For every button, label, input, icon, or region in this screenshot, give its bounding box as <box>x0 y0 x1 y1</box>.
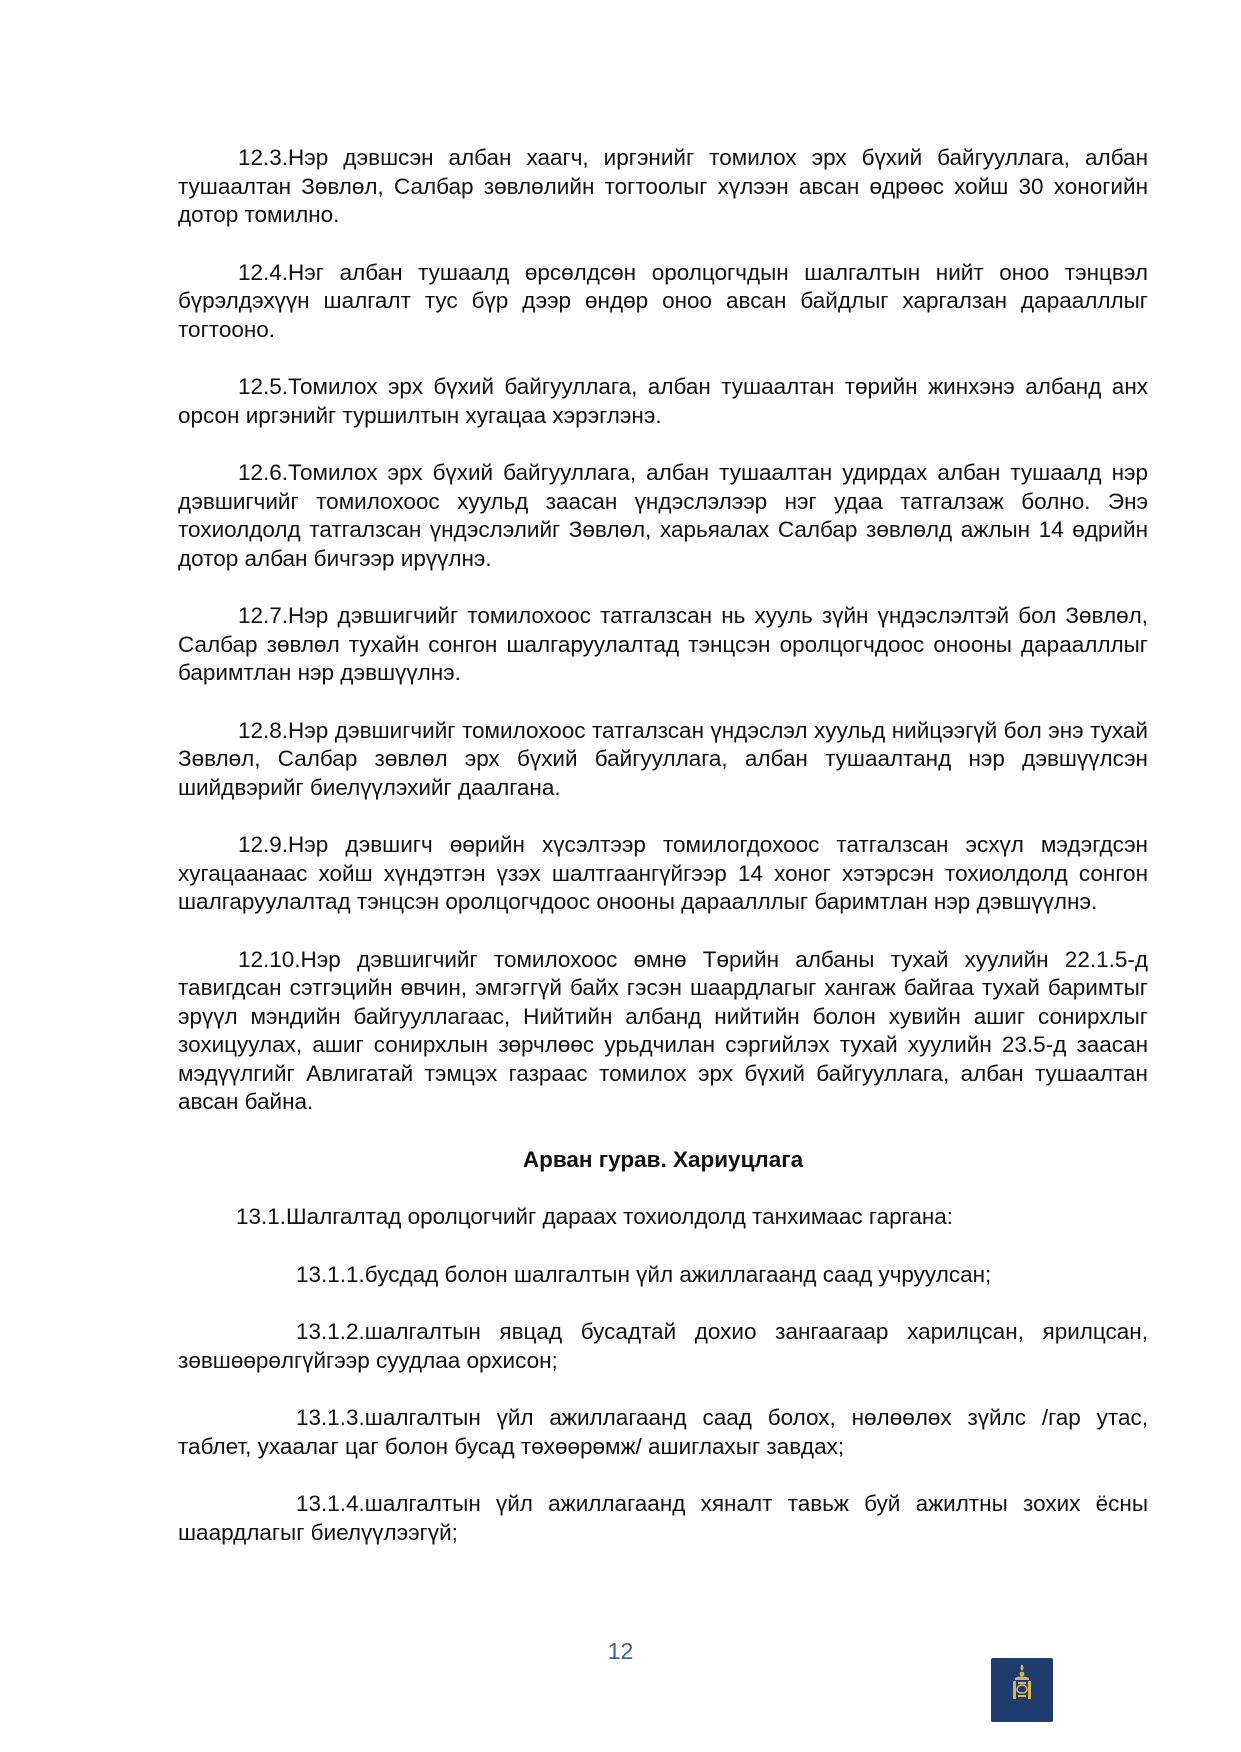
document-body <box>178 144 1148 1576</box>
paragraph-12-9: 12.9.Нэр дэвшигч өөрийн хүсэлтээр томилогдохоос татгалзсан эсхүл мэдэгдсэн хугацаанаас хойш хүндэтгэн үзэх шалтгаангүйгээр 14 хоног хэтэрсэн тохиолдолд сонгон шалгаруулалтад тэнцсэн оролцогчдоос онооны дараалллыг баримтлан нэр дэвшүүлнэ. <box>178 832 1148 914</box>
paragraph-12-7: 12.7.Нэр дэвшигчийг томилохоос татгалзсан нь хууль зүйн үндэслэлтэй бол Зөвлөл, Салбар зөвлөл тухайн сонгон шалгаруулалтад тэнцсэн оролцогчдоос онооны дараалллыг баримтлан нэр дэвшүүлнэ. <box>178 603 1148 685</box>
mongolia-government-emblem-icon <box>991 1658 1053 1722</box>
paragraph-13-1-1: 13.1.1.бусдад болон шалгалтын үйл ажиллагаанд саад учруулсан; <box>296 1261 992 1287</box>
paragraph-12-3: 12.3.Нэр дэвшсэн албан хаагч, иргэнийг томилох эрх бүхий байгууллага, албан тушаалтан Зөвлөл, Салбар зөвлөлийн тогтоолыг хүлээн авсан өдрөөс хойш 30 хоногийн дотор томилно. <box>178 145 1148 227</box>
paragraph-12-5: 12.5.Томилох эрх бүхий байгууллага, албан тушаалтан төрийн жинхэнэ албанд анх орсон иргэнийг туршилтын хугацаа хэрэглэнэ. <box>178 374 1148 428</box>
soyombo-icon <box>1002 1662 1042 1702</box>
paragraph-12-8: 12.8.Нэр дэвшигчийг томилохоос татгалзсан үндэслэл хуульд нийцээгүй бол энэ тухай Зөвлөл, Салбар зөвлөл эрх бүхий байгууллага, албан тушаалтанд нэр дэвшүүлсэн шийдвэрийг биелүүлэхийг даалгана. <box>178 717 1148 800</box>
section-heading: Арван гурав. Хариуцлага <box>522 1146 804 1172</box>
paragraph-13-1-3: 13.1.3.шалгалтын үйл ажиллагаанд саад болох, нөлөөлөх зүйлс /гар утас, таблет, ухаалаг цаг болон бусад төхөөрөмж/ ашиглахыг завдах; <box>178 1405 1148 1459</box>
paragraph-13-1: 13.1.Шалгалтад оролцогчийг дараах тохиолдолд танхимаас гаргана: <box>236 1204 954 1229</box>
paragraph-12-6: 12.6.Томилох эрх бүхий байгууллага, албан тушаалтан удирдах албан тушаалд нэр дэвшигчийг томилохоос хуульд заасан үндэслэлээр нэг удаа татгалзаж болно. Энэ тохиолдолд татгалзсан үндэслэлийг Зөвлөл, харьяалах Салбар зөвлөлд ажлын 14 өдрийн дотор албан бичгээр ирүүлнэ. <box>178 460 1148 571</box>
page-number: 12 <box>607 1638 634 1664</box>
paragraph-13-1-4: 13.1.4.шалгалтын үйл ажиллагаанд хяналт тавьж буй ажилтны зохих ёсны шаардлагыг биелүүлээгүй; <box>178 1491 1148 1545</box>
paragraph-12-4: 12.4.Нэг албан тушаалд өрсөлдсөн оролцогчдын шалгалтын нийт оноо тэнцвэл бүрэлдэхүүн шалгалт тус бүр дээр өндөр оноо авсан байдлыг харгалзан дараалллыг тогтооно. <box>178 259 1148 342</box>
paragraph-12-10: 12.10.Нэр дэвшигчийг томилохоос өмнө Төрийн албаны тухай хуулийн 22.1.5-д тавигдсан сэтгэцийн өвчин, эмгэггүй байх гэсэн шаардлагыг хангаж байгаа тухай баримтыг эрүүл мэндийн байгууллагаас, Нийтийн албанд нийтийн болон хувийн ашиг сонирхлыг зохицуулах, ашиг сонирхлын зөрчлөөс урьдчилан сэргийлэх тухай хуулийн 23.5-д заасан мэдүүлгийг Авлигатай тэмцэх газраас томилох эрх бүхий байгууллага, албан тушаалтан авсан байна. <box>178 946 1148 1114</box>
paragraph-13-1-2: 13.1.2.шалгалтын явцад бусадтай дохио зангаагаар харилцсан, ярилцсан, зөвшөөрөлгүйгээр суудлаа орхисон; <box>178 1319 1148 1373</box>
